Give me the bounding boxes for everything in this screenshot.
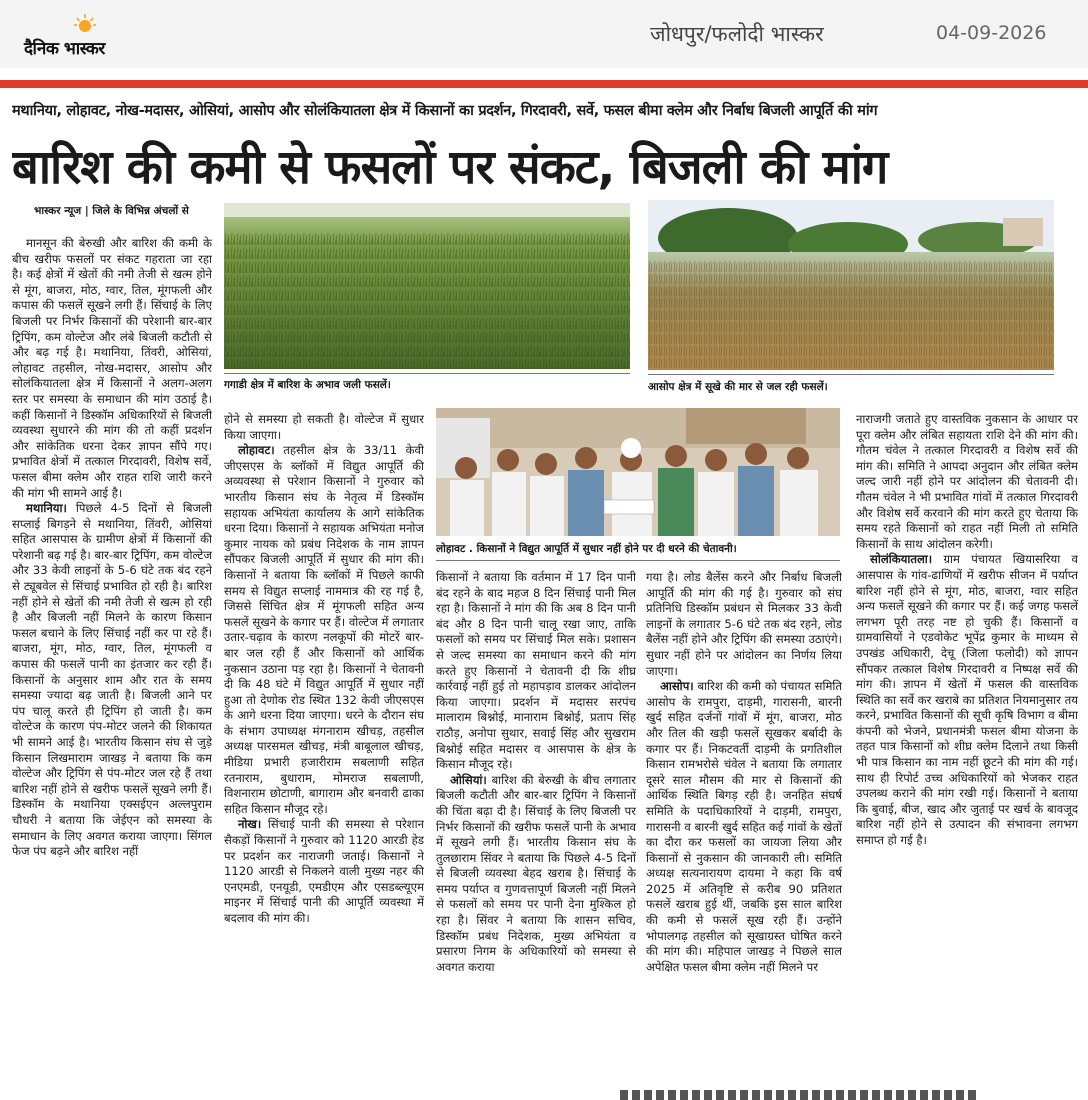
paragraph xyxy=(12,501,212,860)
paragraph-text: बारिश की बेरुखी के बीच लगातार बिजली कटौती और बार-बार ट्रिपिंग ने किसानों की चिंता बढ़ा दी है। सिंचाई के लिए बिजली पर निर्भर किसानों की खरीफ फसलें पानी के अभाव में सूखने लगी हैं। भारतीय किसान संघ के तुलछाराम सिंवर ने बताया कि पिछले 4-5 दिनों से बिजली व्यवस्था बेहद खराब है। सिंचाई के समय पर्याप्त व गुणवत्तापूर्ण बिजली नहीं मिलने से फसलों को समय पर पानी देना मुश्किल हो रहा है। सिंवर ने बताया कि शासन सचिव, डिस्कॉम प्रबंध निदेशक, मुख्य अभियंता व प्रसारण निगम के अधिकारियों को समस्या से अवगत कराया xyxy=(436,772,636,974)
photo-gagadi-field xyxy=(224,203,630,369)
paragraph-text: ग्राम पंचायत खियासरिया व आसपास के गांव-ढाणियों में खरीफ सीजन में पर्याप्त बारिश नहीं होने से मूंग, मोठ, बाजरा, ग्वार सहित अन्य फसलें सूखने की कगार पर हैं। कई जगह फसलें लगभग पूरी तरह नष्ट हो चुकी हैं। किसानों व ग्रामवासियों ने एडवोकेट भूपेंद्र कुमार के माध्यम से उपखंड अधिकारी, देचू (जिला फलोदी) को ज्ञापन सौंपकर तत्काल विशेष गिरदावरी व निष्पक्ष सर्वे की मांग की। ज्ञापन में खेतों में फसल की वास्तविक स्थिति का सर्वे कर खराबे का प्रतिशत नियमानुसार तय करने, प्रभावित किसानों की सूची कृषि विभाग व बीमा कंपनी को भेजने, प्रधानमंत्री फसल बीमा योजना के तहत पात्र किसानों को शीघ्र क्लेम दिलाने तथा किसी भी पात्र किसान का नाम नहीं छूटने की मांग की गई। साथ ही रिपोर्ट उच्च अधिकारियों को भेजकर राहत उपलब्ध कराने की मांग रखी गई। किसानों ने बताया कि बुवाई, बीज, खाद और जुताई पर खर्च के बावजूद बारिश नहीं होने से उत्पादन की संभावना लगभग समाप्त हो गई है। xyxy=(856,552,1078,848)
paragraph-text: पिछले 4-5 दिनों से बिजली सप्लाई बिगड़ने से मथानिया, तिंवरी, ओसियां सहित आसपास के ग्रामीण क्षेत्रों में किसानों की परेशानी बढ़ गई है। बार-बार ट्रिपिंग, कम वोल्टेज और 33 केवी लाइनों के 5-6 घंटे तक बंद रहने से ट्यूबवेल से सिंचाई प्रभावित हो रही है। बारिश नहीं होने से खेतों की नमी तेजी से खत्म हो रही है और बिजली नहीं मिलने के कारण किसान फसल बचाने के लिए सिंचाई नहीं कर पा रहे हैं। बाजरा, मूंग, मोठ, ग्वार, तिल, मूंगफली व कपास की फसलें पानी का इंतजार कर रही हैं। किसानों के अनुसार शाम और रात के समय समस्या ज्यादा बढ़ जाती है। बिजली आने पर पंप चालू करते ही ट्रिपिंग हो जाती है। कम वोल्टेज के कारण पंप-मोटर जलने की शिकायत भी सामने आई है। भारतीय किसान संघ से जुड़े किसान लिखमाराम जाखड़ ने बताया कि कम वोल्टेज और ट्रिपिंग से पंप-मोटर जल रहे हैं तथा बारिश नहीं होने से खरीफ फसलें सूखने लगी हैं। डिस्कॉम के मथानिया एक्सईएन अल्लपुराम चौधरी ने बताया कि जेईएन को समस्या के समाधान के लिए अवगत कराया जाएगा। सिंगल फेज पंप बढ़ने और बारिश नहीं xyxy=(12,501,212,859)
dateline: लोहावट। xyxy=(238,443,275,458)
newspaper-logo xyxy=(24,14,164,58)
paragraph: नाराजगी जताते हुए वास्तविक नुकसान के आधार पर पूरा क्लेम और लंबित सहायता राशि देने की मांग की। गौतम चंवेल ने तत्काल गिरदावरी व विशेष सर्वे की मांग की। समिति ने आपदा अनुदान और लंबित क्लेम जल्द जारी नहीं होने पर आंदोलन की चेतावनी दी। गौतम चंवेल ने भी प्रभावित गांवों में तत्काल गिरदावरी और विशेष सर्वे करवाने की मांग करते हुए चेताया कि समय रहते किसानों को राहत नहीं मिली तो समिति किसानों के साथ आंदोलन करेगी। xyxy=(856,412,1078,551)
byline: भास्कर न्यूज | जिले के विभिन्न अंचलों से xyxy=(34,205,189,217)
article-column-1 xyxy=(12,236,212,1074)
masthead xyxy=(0,0,1088,68)
photo-asop-field xyxy=(648,200,1054,370)
sun-icon xyxy=(74,14,96,36)
dateline: आसोप। xyxy=(660,679,694,694)
paragraph xyxy=(224,443,424,817)
edition-name: जोधपुर/फलोदी भास्कर xyxy=(650,22,824,46)
brand-name: दैनिक भास्कर xyxy=(24,39,105,59)
photo-caption: गगाडी क्षेत्र में बारिश के अभाव जली फसलें। xyxy=(224,379,391,391)
dateline: मथानिया। xyxy=(26,501,67,516)
cut-off-next-story xyxy=(620,1090,980,1100)
article-column-3 xyxy=(436,570,636,1074)
group-image xyxy=(436,408,840,536)
paragraph: मानसून की बेरुखी और बारिश की कमी के बीच खरीफ फसलों पर संकट गहराता जा रहा है। कई क्षेत्रों में खेतों की नमी तेजी से खत्म होने से मूंग, बाजरा, मोठ, ग्वार, तिल, मूंगफली और कपास की फसलें सूखने लगी हैं। सिंचाई के लिए बिजली पर निर्भर किसानों की परेशानी बार-बार ट्रिपिंग, कम वोल्टेज और लंबे बिजली कटौती से और बढ़ गई है। मथानिया, तिंवरी, ओसियां, लोहावट तहसील, नोख-मदासर, आसोप और सोलंकियातला क्षेत्र में किसानों ने अलग-अलग स्तर पर समस्या के समाधान की मांग उठाई है। कहीं किसानों ने डिस्कॉम अधिकारियों से बिजली व्यवस्था सुधारने की मांग की तो कहीं प्रदर्शन और सांकेतिक धरना देकर ज्ञापन सौंपे गए। प्रभावित क्षेत्रों में तत्काल गिरदावरी, विशेष सर्वे, फसल बीमा क्लेम और राहत राशि जारी करने की मांग भी सामने आई है। xyxy=(12,236,212,500)
paragraph xyxy=(224,817,424,926)
article-column-2 xyxy=(224,412,424,1074)
paragraph xyxy=(436,773,636,976)
article-column-5 xyxy=(856,412,1078,1074)
paragraph xyxy=(646,679,842,975)
caption-rule xyxy=(224,373,630,374)
headline: बारिश की कमी से फसलों पर संकट, बिजली की मांग xyxy=(12,140,888,195)
field-image xyxy=(648,200,1054,370)
paragraph: होने से समस्या हो सकती है। वोल्टेज में सुधार किया जाएगा। xyxy=(224,412,424,442)
photo-caption: लोहावट . किसानों ने विद्युत आपूर्ति में सुधार नहीं होने पर दी धरने की चेतावनी। xyxy=(436,543,737,555)
paragraph-text: तहसील क्षेत्र के 33/11 केवी जीएसएस के ब्लॉकों में विद्युत आपूर्ति की अव्यवस्था से परेशान किसानों ने गुरुवार को भारतीय किसान संघ के नेतृत्व में डिस्कॉम सहायक अभियंता कार्यालय के आगे सांकेतिक धरना दिया। किसानों ने सहायक अभियंता मनोज कुमार नायक को प्रबंध निदेशक के नाम ज्ञापन सौंपकर बिजली आपूर्ति में सुधार की मांग की। किसानों ने बताया कि ब्लॉकों में पिछले काफी समय से विद्युत सप्लाई नाममात्र की रह गई है, जिससे सिंचित क्षेत्र में मूंगफली सहित अन्य फसलें सूखने के कगार पर हैं। वोल्टेज में लगातार उतार-चढ़ाव के कारण नलकूपों की मोटरें बार-बार जल रही हैं और किसानों को आर्थिक नुकसान उठाना पड़ रहा है। किसानों ने चेतावनी दी कि 48 घंटे में विद्युत आपूर्ति में सुधार नहीं हुआ तो देणोक रोड स्थित 132 केवी जीएसएस के आगे धरना दिया जाएगा। धरने के दौरान संघ के संभाग उपाध्यक्ष मंगनाराम खीचड़, तहसील अध्यक्ष पारसमल खीचड़, मंत्री बाबूलाल खीचड़, मीडिया प्रभारी हजारीराम सबलाणी सहित रतनाराम, बुधाराम, मोमराज सबलाणी, विशनाराम छोटाणी, बागाराम और बनवारी ढाका सहित किसान मौजूद रहे। xyxy=(224,443,424,816)
article-column-4 xyxy=(646,570,842,1074)
photo-lohawat-farmers xyxy=(436,408,840,536)
caption-rule xyxy=(436,560,840,561)
photo-caption: आसोप क्षेत्र में सूखे की मार से जल रही फसलें। xyxy=(648,381,828,393)
kicker: मथानिया, लोहावट, नोख-मदासर, ओसियां, आसोप और सोलंकियातला क्षेत्र में किसानों का प्रदर्शन, गिरदावरी, सर्वे, फसल बीमा क्लेम और निर्बाध बिजली आपूर्ति की मांग xyxy=(12,103,878,119)
caption-rule xyxy=(648,374,1054,375)
dateline: नोख। xyxy=(238,817,262,832)
edition-date: 04-09-2026 xyxy=(936,22,1047,44)
paragraph-text: बारिश की कमी को पंचायत समिति आसोप के रामपुरा, दाड़मी, गारासनी, बारनी खुर्द सहित दर्जनों गांवों में मूंग, बाजरा, मोठ और तिल की खड़ी फसलें सूखकर बर्बादी के कगार पर हैं। निकटवर्ती दाड़मी के प्रगतिशील किसान रामभरोसे चंवेल ने बताया कि लगातार दूसरे साल मौसम की मार से किसानों की आर्थिक स्थिति बिगड़ रही है। जनहित संघर्ष समिति के पदाधिकारियों ने दाड़मी, रामपुरा, गारासनी व बारनी खुर्द सहित कई गांवों के खेतों का दौरा कर फसलों का जायजा लिया और किसानों से नुकसान की जानकारी ली। समिति अध्यक्ष सत्यनारायण दायमा ने कहा कि वर्ष 2025 में अतिवृष्टि से करीब 90 प्रतिशत फसलें खराब हुई थीं, जबकि इस साल बारिश की कमी से फसलें सूख रही हैं। उन्होंने भोपालगढ़ तहसील को सूखाग्रस्त घोषित करने की मांग की। महिपाल जाखड़ ने पिछले साल अपेक्षित फसल बीमा क्लेम नहीं मिलने पर xyxy=(646,679,842,974)
paragraph: किसानों ने बताया कि वर्तमान में 17 दिन पानी बंद रहने के बाद महज 8 दिन सिंचाई पानी मिल रहा है। किसानों ने मांग की कि अब 8 दिन पानी बंद और 8 दिन पानी चालू रखा जाए, ताकि फसलों को समय पर सिंचाई मिल सके। प्रशासन से जल्द समस्या का समाधान करने की मांग करते हुए किसानों ने चेतावनी दी कि शीघ्र कार्रवाई नहीं हुई तो महापड़ाव डालकर आंदोलन किया जाएगा। प्रदर्शन में मदासर सरपंच मालाराम बिश्नोई, मानाराम बिश्नोई, प्रताप सिंह राठौड़, अनोपा सुथार, सवाई सिंह और सुखराम बिश्नोई सहित मदासर व आसपास के क्षेत्र के किसान मौजूद रहे। xyxy=(436,570,636,772)
dateline: ओसियां। xyxy=(450,772,487,787)
field-image xyxy=(224,203,630,369)
paragraph xyxy=(856,552,1078,848)
accent-rule xyxy=(0,80,1088,88)
dateline: सोलंकियातला। xyxy=(870,552,933,567)
paragraph-text: सिंचाई पानी की समस्या से परेशान सैकड़ों किसानों ने गुरुवार को 1120 आरडी हेड पर प्रदर्शन कर नाराजगी जताई। किसानों ने 1120 आरडी से निकलने वाली मुख्य नहर की एनएमडी, एनयूडी, एमडीएम और एसडब्ल्यूएम माइनर में सिंचाई पानी की आपूर्ति व्यवस्था में बदलाव की मांग की। xyxy=(224,817,424,925)
paragraph: गया है। लोड बैलेंस करने और निर्बाध बिजली आपूर्ति की मांग की गई है। गुरुवार को संघ प्रतिनिधि डिस्कॉम प्रबंधन से मिलकर 33 केवी लाइनों के लगातार 5-6 घंटे तक बंद रहने, लोड बैलेंस नहीं होने और ट्रिपिंग की समस्या उठाएंगे। सुधार नहीं होने पर आंदोलन का निर्णय लिया जाएगा। xyxy=(646,570,842,678)
